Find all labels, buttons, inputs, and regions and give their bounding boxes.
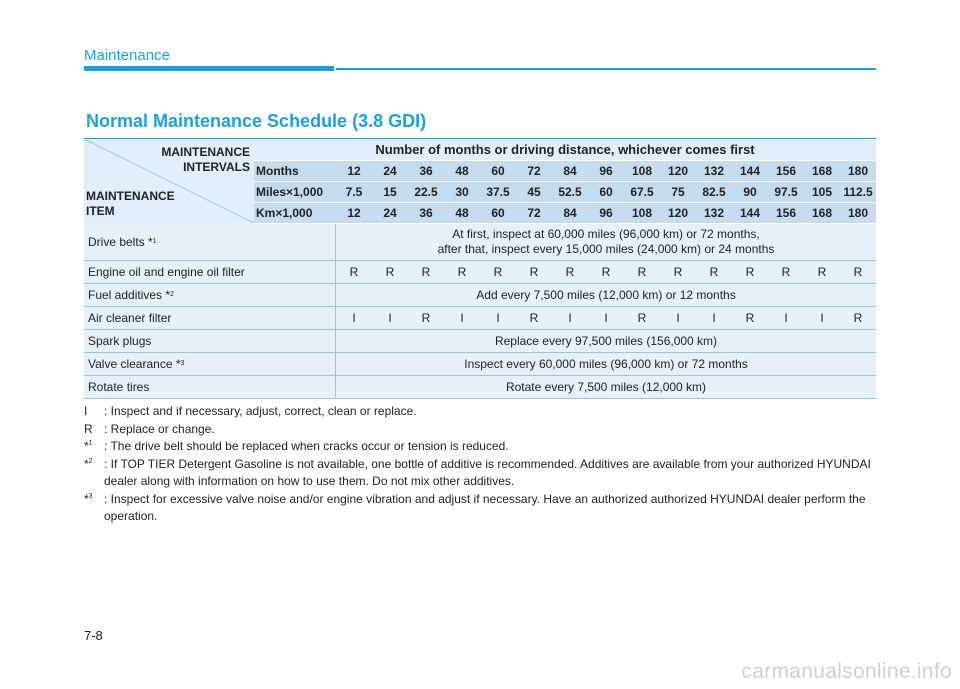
note-item: [84, 421, 876, 439]
page-title: Normal Maintenance Schedule (3.8 GDI): [86, 111, 427, 131]
months-cell: 108: [631, 164, 653, 178]
row-item-label: Fuel additives *: [88, 288, 171, 302]
schedule-cell: R: [349, 265, 359, 279]
note-key: [84, 421, 104, 439]
section-title: Maintenance: [84, 47, 170, 64]
km-cell: 12: [347, 206, 361, 220]
row-value-text: [438, 227, 775, 257]
km-cell: 72: [527, 206, 541, 220]
miles-cell: 82.5: [702, 185, 726, 199]
note-key-text: *: [84, 491, 89, 506]
km-cell: 36: [419, 206, 433, 220]
row-value-line: after that, inspect every 15,000 miles (24,000 km) or 24 months: [437, 241, 775, 256]
row-item: [84, 307, 336, 329]
schedule-cell: R: [457, 265, 467, 279]
schedule-cell: R: [709, 265, 719, 279]
intervals-label: [161, 145, 250, 175]
schedule-cell: R: [529, 265, 539, 279]
schedule-cell: I: [388, 311, 392, 325]
schedule-cell: R: [637, 311, 647, 325]
months-cell: 120: [667, 164, 689, 178]
footnote-mark: 1: [88, 440, 93, 447]
footnote-mark: 2: [88, 457, 93, 465]
schedule-cell: R: [637, 265, 647, 279]
schedule-cell: R: [781, 265, 791, 279]
row-item-label: Valve clearance *: [88, 357, 181, 371]
intervals-label-line: INTERVALS: [183, 160, 250, 174]
miles-cell: 45: [527, 185, 541, 199]
schedule-cell: R: [673, 265, 683, 279]
row-item: [84, 330, 336, 352]
table-row: [84, 330, 876, 353]
schedule-cell: R: [385, 265, 395, 279]
miles-cell: 67.5: [630, 185, 654, 199]
km-label: Km×1,000: [256, 206, 313, 220]
row-item: [84, 376, 336, 398]
note-item: [84, 438, 876, 456]
row-value-line: At first, inspect at 60,000 miles (96,000 km) or 72 months,: [452, 226, 760, 241]
interval-caption: Number of months or driving distance, whichever comes first: [254, 139, 876, 161]
km-cell: 180: [847, 206, 869, 220]
months-cell: 180: [847, 164, 869, 178]
note-key-text: *: [84, 439, 89, 453]
km-cell: 156: [775, 206, 797, 220]
km-cell: 132: [703, 206, 725, 220]
km-cell: 96: [599, 206, 613, 220]
schedule-cell: R: [745, 311, 755, 325]
row-value-text: Inspect every 60,000 miles (96,000 km) or 72 months: [464, 356, 748, 371]
row-value: [336, 330, 876, 352]
km-cell: 84: [563, 206, 577, 220]
miles-cell: 30: [455, 185, 469, 199]
watermark: carmanualsonline.info: [741, 660, 952, 683]
intervals-label-line: MAINTENANCE: [161, 145, 250, 159]
note-text: : Replace or change.: [104, 421, 215, 436]
table-row: [84, 353, 876, 376]
item-label-line: ITEM: [86, 204, 115, 218]
km-cell: 60: [491, 206, 505, 220]
months-cell: 24: [383, 164, 397, 178]
km-row: [254, 203, 876, 224]
schedule-cell: I: [676, 311, 680, 325]
header-bar: [84, 66, 334, 71]
table-row: [84, 376, 876, 399]
note-key-text: R: [84, 421, 93, 436]
miles-cell: 97.5: [774, 185, 798, 199]
table-body: [84, 223, 876, 399]
row-item: Fuel additives * 2: [84, 284, 336, 306]
note-key: [84, 438, 104, 456]
km-cell: 120: [667, 206, 689, 220]
months-cell: 132: [703, 164, 725, 178]
row-item-label: Drive belts *: [88, 234, 153, 249]
schedule-cell: R: [745, 265, 755, 279]
schedule-cell: I: [352, 311, 356, 325]
months-row: [254, 161, 876, 182]
row-item-label: Engine oil and engine oil filter: [88, 265, 245, 279]
row-cells: [336, 261, 876, 283]
months-cell: 36: [419, 164, 433, 178]
schedule-cell: I: [460, 311, 464, 325]
item-label-line: MAINTENANCE: [86, 189, 175, 203]
schedule-cell: R: [529, 311, 539, 325]
note-item: [84, 403, 876, 421]
months-cell: 48: [455, 164, 469, 178]
table-row: [84, 261, 876, 284]
note-key: [84, 403, 104, 421]
schedule-cell: R: [565, 265, 575, 279]
table-header: [84, 139, 876, 223]
row-value: [336, 223, 876, 260]
schedule-cell: R: [853, 265, 863, 279]
note-key-text: I: [84, 404, 88, 418]
row-value-text: Rotate every 7,500 miles (12,000 km): [505, 379, 707, 394]
note-text: : If TOP TIER Detergent Gasoline is not available, one bottle of additive is recommended. Additives are available from your authorized HYUNDAI dealer along with information on how to use them. Do not mix other additives.: [104, 456, 871, 488]
miles-cell: 90: [743, 185, 757, 199]
miles-cell: 52.5: [558, 185, 582, 199]
table-row: [84, 223, 876, 261]
km-cell: 24: [383, 206, 397, 220]
schedule-cell: I: [604, 311, 608, 325]
schedule-cell: I: [820, 311, 824, 325]
km-cell: 108: [631, 206, 653, 220]
schedule-cell: I: [496, 311, 500, 325]
months-cell: 96: [599, 164, 613, 178]
row-item: Drive belts * 1: [84, 223, 336, 260]
row-value: [336, 353, 876, 375]
miles-cell: 60: [599, 185, 613, 199]
km-cell: 144: [739, 206, 761, 220]
item-label: [86, 189, 175, 219]
row-value-text: Add every 7,500 miles (12,000 km) or 12 months: [476, 287, 736, 302]
notes-list: [84, 403, 876, 526]
page-number: 7-8: [84, 628, 103, 643]
months-cell: 168: [811, 164, 833, 178]
note-key: [84, 456, 104, 491]
km-cell: 168: [811, 206, 833, 220]
interval-header: [254, 139, 876, 223]
schedule-cell: R: [493, 265, 503, 279]
miles-row: [254, 182, 876, 203]
months-cell: 144: [739, 164, 761, 178]
miles-label: Miles×1,000: [256, 185, 324, 199]
miles-cell: 7.5: [345, 185, 363, 199]
row-item: [84, 261, 336, 283]
schedule-cell: R: [421, 311, 431, 325]
schedule-cell: I: [712, 311, 716, 325]
months-label: Months: [256, 164, 299, 178]
months-cell: 72: [527, 164, 541, 178]
header-rule: [336, 68, 876, 70]
corner-cell: [84, 139, 254, 223]
maintenance-table: [84, 139, 876, 399]
note-key-text: *: [84, 456, 89, 471]
months-cell: 156: [775, 164, 797, 178]
miles-cell: 105: [811, 185, 833, 199]
schedule-cell: R: [853, 311, 863, 325]
table-row: [84, 307, 876, 330]
note-item: [84, 456, 876, 491]
miles-cell: 22.5: [414, 185, 438, 199]
row-item-label: Rotate tires: [88, 380, 150, 394]
km-cell: 48: [455, 206, 469, 220]
row-item-label: Spark plugs: [88, 334, 152, 348]
miles-cell: 75: [671, 185, 685, 199]
schedule-cell: R: [421, 265, 431, 279]
schedule-cell: R: [817, 265, 827, 279]
note-key: [84, 491, 104, 526]
footnote-mark: 3: [88, 492, 93, 500]
note-text: : Inspect for excessive valve noise and/or engine vibration and adjust if necessary. Have an authorized authorized HYUNDAI dealer perform the operation.: [104, 491, 866, 523]
months-cell: 84: [563, 164, 577, 178]
miles-cell: 37.5: [486, 185, 510, 199]
miles-cell: 15: [383, 185, 397, 199]
miles-cell: 112.5: [843, 185, 873, 199]
months-cell: 12: [347, 164, 361, 178]
row-value-text: Replace every 97,500 miles (156,000 km): [494, 333, 718, 348]
row-value: [336, 284, 876, 306]
months-cell: 60: [491, 164, 505, 178]
note-text: : The drive belt should be replaced when cracks occur or tension is reduced.: [104, 439, 509, 453]
note-text: : Inspect and if necessary, adjust, correct, clean or replace.: [104, 404, 417, 418]
row-value: [336, 376, 876, 398]
row-item-label: Air cleaner filter: [88, 311, 172, 325]
row-item: Valve clearance * 3: [84, 353, 336, 375]
table-row: [84, 284, 876, 307]
note-item: [84, 491, 876, 526]
row-cells: [336, 307, 876, 329]
schedule-cell: R: [601, 265, 611, 279]
schedule-cell: I: [784, 311, 788, 325]
schedule-cell: I: [568, 311, 572, 325]
